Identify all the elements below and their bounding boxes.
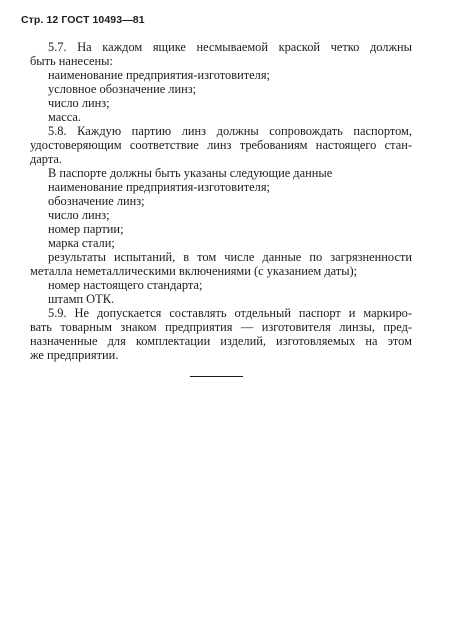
paragraph-5-8-line-1: 5.8. Каждую партию линз должны сопровождать паспортом, bbox=[48, 124, 412, 138]
list-item: номер настоящего стандарта; bbox=[48, 278, 203, 292]
paragraph-5-7-line-1: 5.7. На каждом ящике несмываемой краской четко должны bbox=[48, 40, 412, 54]
paragraph-5-7-line-2: быть нанесены: bbox=[30, 54, 113, 68]
end-rule bbox=[190, 376, 243, 377]
page-number: Стр. 12 bbox=[21, 14, 59, 26]
list-item: обозначение линз; bbox=[48, 194, 145, 208]
list-item: штамп ОТК. bbox=[48, 292, 115, 306]
list-item: условное обозначение линз; bbox=[48, 82, 197, 96]
paragraph-5-9-line-1: 5.9. Не допускается составлять отдельный паспорт и маркиро- bbox=[48, 306, 412, 320]
paragraph-5-9-line-2: вать товарным знаком предприятия — изготовителя линзы, пред- bbox=[30, 320, 412, 334]
list-item-continuation: металла неметаллическими включениями (с указанием даты); bbox=[30, 264, 358, 278]
list-item: наименование предприятия-изготовителя; bbox=[48, 180, 270, 194]
list-item: число линз; bbox=[48, 208, 110, 222]
list-item: число линз; bbox=[48, 96, 110, 110]
list-item: номер партии; bbox=[48, 222, 124, 236]
list-item: результаты испытаний, в том числе данные по загрязненности bbox=[48, 250, 412, 264]
page-header bbox=[21, 14, 145, 26]
paragraph-5-8-line-3: дарта. bbox=[30, 152, 62, 166]
paragraph-5-8-line-4: В паспорте должны быть указаны следующие данные bbox=[48, 166, 333, 180]
list-item: масса. bbox=[48, 110, 82, 124]
list-item: марка стали; bbox=[48, 236, 115, 250]
list-item: наименование предприятия-изготовителя; bbox=[48, 68, 270, 82]
paragraph-5-9-line-4: же предприятии. bbox=[30, 348, 119, 362]
paragraph-5-8-line-2: удостоверяющим соответствие линз требованиям настоящего стан- bbox=[30, 138, 412, 152]
standard-number: ГОСТ 10493—81 bbox=[61, 14, 145, 26]
paragraph-5-9-line-3: назначенные для комплектации изделий, изготовляемых на этом bbox=[30, 334, 412, 348]
